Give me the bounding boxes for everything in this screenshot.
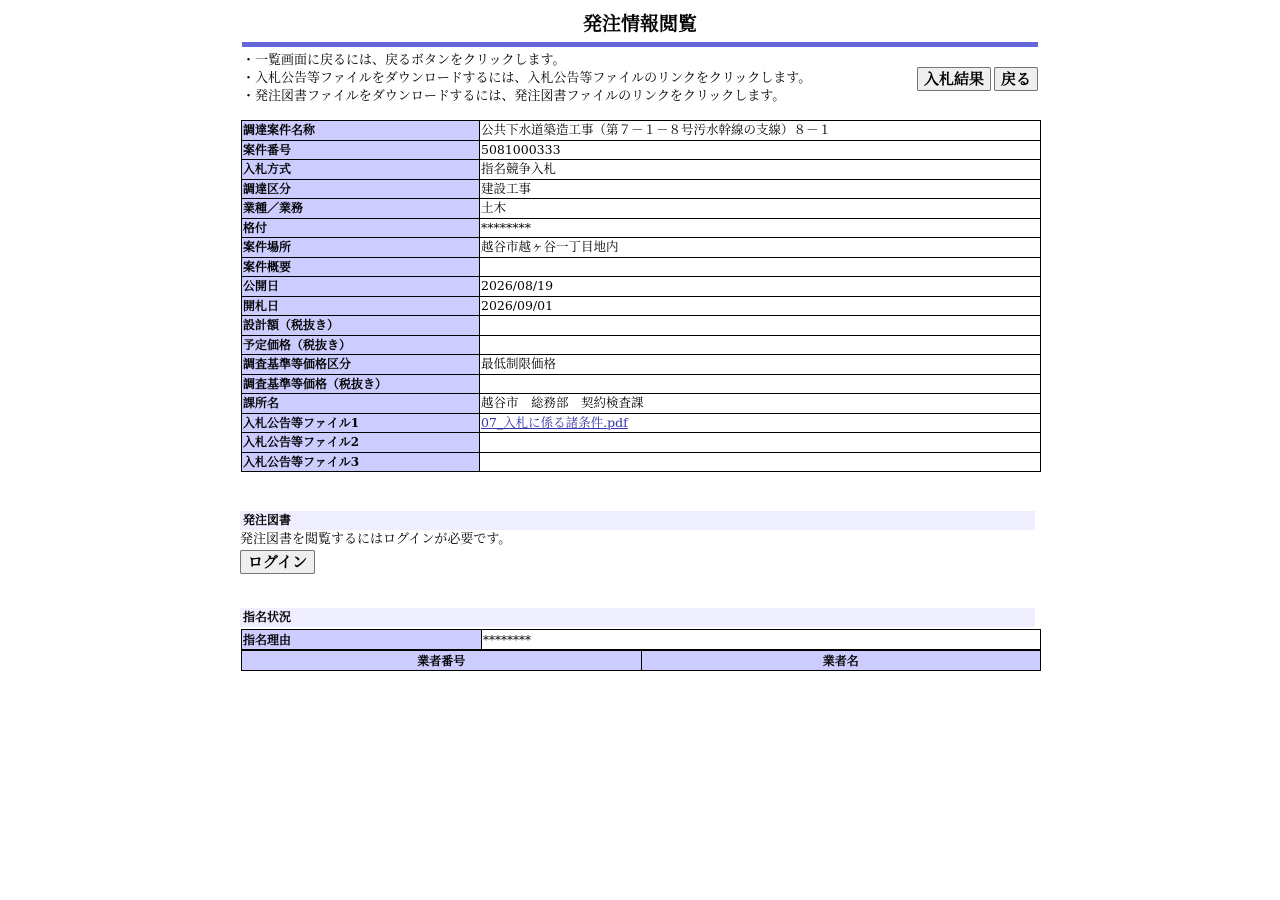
field-value: ******** (480, 218, 1041, 238)
field-value (480, 452, 1041, 472)
field-label: 入札公告等ファイル3 (242, 452, 480, 472)
field-label: 調達区分 (242, 179, 480, 199)
field-value: 2026/08/19 (480, 277, 1041, 297)
table-row (242, 374, 1041, 394)
field-value: 公共下水道築造工事（第７－１－８号汚水幹線の支線）８－１ (480, 121, 1041, 141)
table-row (242, 121, 1041, 141)
field-label: 調達案件名称 (242, 121, 480, 141)
vendor-table (241, 650, 1041, 671)
login-button[interactable]: ログイン (240, 550, 315, 574)
field-value (480, 316, 1041, 336)
nomination-section (240, 608, 1041, 671)
table-row (242, 218, 1041, 238)
table-row (242, 316, 1041, 336)
field-label: 調査基準等価格区分 (242, 355, 480, 375)
table-row (242, 238, 1041, 258)
table-row (242, 179, 1041, 199)
field-label: 予定価格（税抜き） (242, 335, 480, 355)
table-row (242, 296, 1041, 316)
table-row (242, 413, 1041, 433)
order-docs-heading: 発注図書 (240, 511, 1035, 530)
field-label: 案件概要 (242, 257, 480, 277)
page-title: 発注情報閲覧 (582, 13, 697, 35)
field-value (480, 413, 1041, 433)
field-label: 課所名 (242, 394, 480, 414)
field-label: 格付 (242, 218, 480, 238)
vendor-name-header: 業者名 (641, 651, 1041, 671)
table-row (242, 355, 1041, 375)
field-value: 2026/09/01 (480, 296, 1041, 316)
table-row (242, 452, 1041, 472)
table-header-row (242, 651, 1041, 671)
vendor-number-header: 業者番号 (242, 651, 642, 671)
order-docs-section (240, 511, 1035, 574)
table-row (242, 335, 1041, 355)
field-value: 5081000333 (480, 140, 1041, 160)
field-value: 指名競争入札 (480, 160, 1041, 180)
field-label: 設計額（税抜き） (242, 316, 480, 336)
nomination-reason-label: 指名理由 (242, 630, 482, 650)
nomination-reason-value: ******** (482, 630, 1041, 650)
field-label: 入札方式 (242, 160, 480, 180)
field-value (480, 257, 1041, 277)
field-value: 建設工事 (480, 179, 1041, 199)
field-label: 公開日 (242, 277, 480, 297)
instruction-line: ・入札公告等ファイルをダウンロードするには、入札公告等ファイルのリンクをクリックします。 (242, 71, 812, 86)
field-label: 入札公告等ファイル2 (242, 433, 480, 453)
table-row (242, 433, 1041, 453)
table-row (242, 160, 1041, 180)
page-container (240, 0, 1040, 668)
field-label: 入札公告等ファイル1 (242, 413, 480, 433)
case-info-table (241, 120, 1041, 472)
back-button[interactable]: 戻る (994, 67, 1038, 91)
nomination-heading: 指名状況 (240, 608, 1035, 627)
table-row (242, 257, 1041, 277)
field-label: 案件番号 (242, 140, 480, 160)
table-row (242, 199, 1041, 219)
field-value (480, 433, 1041, 453)
login-required-message: 発注図書を閲覧するにはログインが必要です。 (240, 532, 512, 547)
field-label: 案件場所 (242, 238, 480, 258)
table-row (242, 394, 1041, 414)
field-value: 土木 (480, 199, 1041, 219)
field-label: 開札日 (242, 296, 480, 316)
field-label: 業種／業務 (242, 199, 480, 219)
field-value: 越谷市越ヶ谷一丁目地内 (480, 238, 1041, 258)
table-row (242, 277, 1041, 297)
bid-notice-file-link[interactable]: 07_入札に係る諸条件.pdf (481, 414, 628, 430)
bid-result-button[interactable]: 入札結果 (917, 67, 991, 91)
field-value: 越谷市 総務部 契約検査課 (480, 394, 1041, 414)
table-row (242, 140, 1041, 160)
instruction-line: ・一覧画面に戻るには、戻るボタンをクリックします。 (242, 53, 566, 68)
field-value (480, 335, 1041, 355)
field-label: 調査基準等価格（税抜き） (242, 374, 480, 394)
instructions (240, 47, 1040, 120)
action-buttons (917, 67, 1038, 91)
instruction-line: ・発注図書ファイルをダウンロードするには、発注図書ファイルのリンクをクリックします。 (242, 89, 786, 104)
field-value (480, 374, 1041, 394)
nomination-reason-table (241, 629, 1041, 650)
field-value: 最低制限価格 (480, 355, 1041, 375)
table-row (242, 630, 1041, 650)
